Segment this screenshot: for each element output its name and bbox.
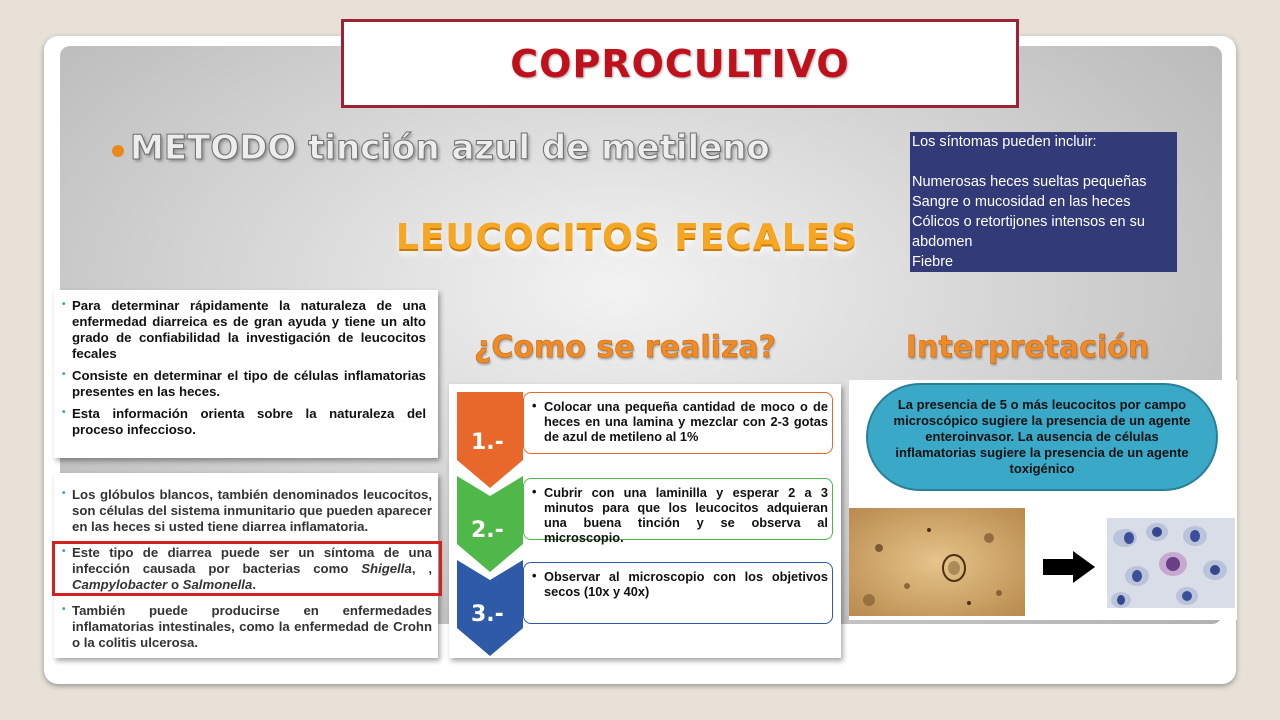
step-2-chevron [457,476,523,572]
intro-bullet: • Para determinar rápidamente la naturaleza de una enfermedad diarreica es de gran ayuda y tiene un alto grado de confiabilidad la investigación de leucocitos fecales [60,298,426,362]
right-arrow-icon [1043,551,1095,583]
method-heading [112,128,770,168]
step-1-text: • Colocar una pequeña cantidad de moco o de heces en una lamina y mezclar con 2-3 gotas de azul de metileno al 1% [523,392,833,454]
how-heading: ¿Como se realiza? [474,330,777,365]
info-bullet: • También puede producirse en enfermedades inflamatorias intestinales, como la enfermedad de Crohn o la colitis ulcerosa. [60,603,432,651]
step-2-text: • Cubrir con una laminilla y esperar 2 a 3 minutos para que los leucocitos adquieran una buena tinción y se observa al microscopio. [523,478,833,540]
step-number: 1.- [471,430,504,455]
steps-panel [449,384,841,658]
intro-bullet: • Consiste en determinar el tipo de células inflamatorias presentes en las heces. [60,368,426,400]
title-box [341,19,1019,108]
info-text: Este tipo de diarrea puede ser un síntoma de una infección causada por bacterias como [72,545,432,576]
step-number: 3.- [471,602,504,627]
symptoms-box [910,132,1177,272]
micrograph-leukocytes-image [1107,518,1235,608]
symptoms-line [912,152,1175,172]
intro-card [54,290,438,458]
info-text: , , [411,561,432,576]
interpretation-bubble [866,383,1218,491]
bullet-dot-icon [112,145,124,157]
symptoms-line: Numerosas heces sueltas pequeñas [912,174,1147,190]
step-3-text: • Observar al microscopio con los objetivos secos (10x y 40x) [523,562,833,624]
symptoms-line: Sangre o mucosidad en las heces [912,194,1131,210]
organism-name: Campylobacter [72,577,168,592]
info-text: . [252,577,256,592]
leucocitos-heading: LEUCOCITOS FECALES [396,217,859,258]
organism-name: Shigella [361,561,412,576]
info-bullet: • Los glóbulos blancos, también denominados leucocitos, son células del sistema inmunitario que pueden aparecer en las heces si usted tiene diarrea inflamatoria. [60,487,432,535]
step-3-chevron [457,560,523,656]
step-number: 2.- [471,518,504,543]
step-1-chevron [457,392,523,488]
micrograph-stool-image [849,508,1025,616]
page-title: COPROCULTIVO [510,41,850,86]
highlight-frame [52,541,442,596]
interpretation-text: La presencia de 5 o más leucocitos por campo microscópico sugiere la presencia de un agente enteroinvasor. La ausencia de células inflamatorias sugiere la presencia de un agente toxigénico [893,397,1191,476]
organism-name: Salmonella [182,577,253,592]
method-text: METODO tinción azul de metileno [130,128,770,168]
intro-bullet: • Esta información orienta sobre la naturaleza del proceso infeccioso. [60,406,426,438]
info-text: o [167,577,183,592]
symptoms-line: Cólicos o retortijones intensos en su abdomen [912,214,1145,250]
symptoms-line: Fiebre [912,254,954,270]
interpretation-heading: Interpretación [906,330,1150,365]
symptoms-line: Los síntomas pueden incluir: [912,134,1097,150]
